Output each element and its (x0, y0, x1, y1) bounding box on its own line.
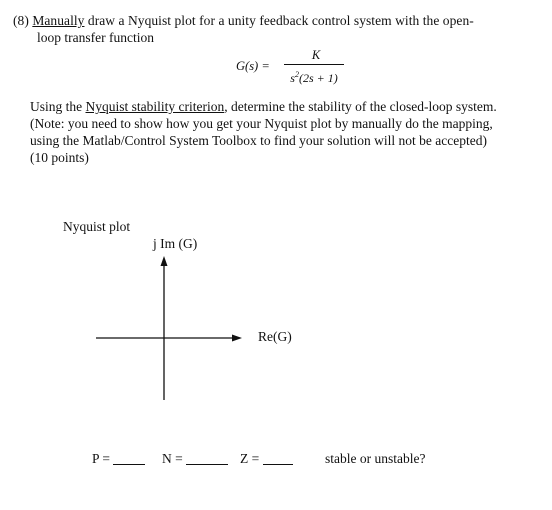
instructions-line-1-start: Using the (30, 99, 86, 114)
den-exponent: 2 (294, 70, 299, 79)
question-line-1-text: draw a Nyquist plot for a unity feedback control system with the open- (84, 13, 474, 28)
instructions-line-4: (10 points) (30, 150, 89, 165)
question-line-2: loop transfer function (37, 30, 154, 45)
z-blank[interactable] (263, 451, 293, 465)
p-blank[interactable] (113, 451, 145, 465)
imaginary-axis-arrowhead (161, 256, 168, 266)
p-answer (92, 451, 145, 467)
transfer-function-lhs: G(s) = (236, 59, 270, 73)
n-blank[interactable] (186, 451, 228, 465)
instructions-line-2: (Note: you need to show how you get your Nyquist plot by manually do the mapping, (30, 116, 493, 131)
instructions-line-1-end: , determine the stability of the closed-loop system. (224, 99, 497, 114)
z-label: Z = (240, 451, 260, 466)
manually-emphasis: Manually (32, 13, 85, 28)
transfer-function-numerator: K (311, 48, 321, 62)
instructions-line-3: using the Matlab/Control System Toolbox to find your solution will not be accepted) (30, 133, 488, 148)
den-base: s (290, 71, 295, 85)
n-answer (162, 451, 228, 467)
z-answer (240, 451, 293, 467)
imaginary-axis-label: j Im (G) (153, 236, 198, 251)
real-axis-arrowhead (232, 335, 242, 342)
den-rest: (2s + 1) (298, 71, 338, 85)
p-label: P = (92, 451, 110, 466)
real-axis-label: Re(G) (258, 329, 292, 344)
question-number: (8) (13, 13, 33, 28)
stability-prompt: stable or unstable? (325, 451, 426, 466)
n-label: N = (162, 451, 183, 466)
nyquist-criterion-term: Nyquist stability criterion (85, 99, 225, 114)
nyquist-plot-title: Nyquist plot (63, 219, 131, 234)
